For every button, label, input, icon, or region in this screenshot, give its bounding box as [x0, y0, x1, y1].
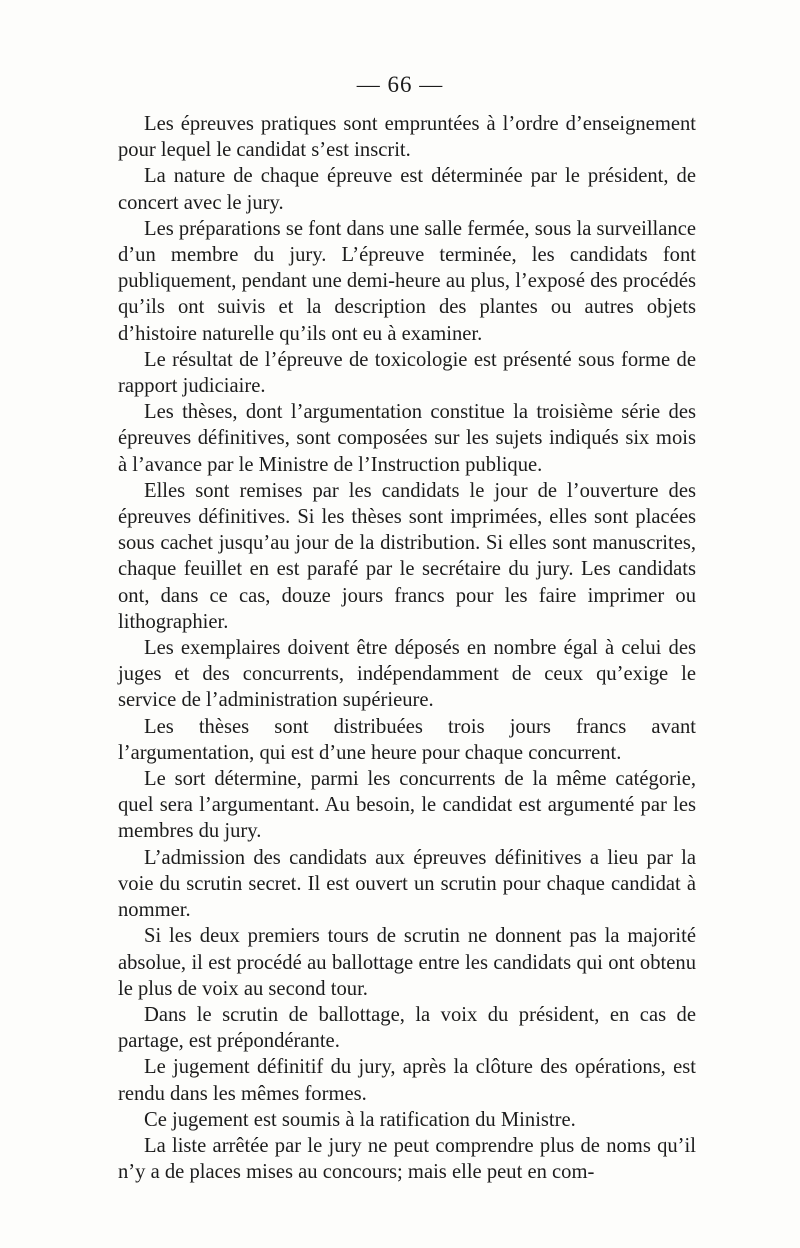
- paragraph-admission: L’admission des candidats aux épreuves définitives a lieu par la voie du scrutin secret. Il est ouvert un scrutin pour chaque candidat à nommer.: [118, 846, 696, 922]
- paragraph-draw: Le sort détermine, parmi les concurrents de la même catégorie, quel sera l’argumentant. Au besoin, le candidat est argumenté par les membres du jury.: [118, 768, 696, 843]
- paragraph-list: La liste arrêtée par le jury ne peut comprendre plus de noms qu’il n’y a de places mises au concours; mais elle peut en com-: [118, 1134, 696, 1184]
- paragraph-theses: Les thèses, dont l’argumentation constitue la troisième série des épreuves définitives, sont composées sur les sujets indiqués six mois à l’avance par le Ministre de l’Instruction publique.: [118, 401, 696, 476]
- paragraph-preparations: Les préparations se font dans une salle fermée, sous la surveillance d’un membre du jury. L’épreuve terminée, les candidats font publiquement, pendant une demi-heure au plus, l’exposé des procédés qu’ils ont suivis et la description des plantes ou autres objets d’histoire naturelle qu’ils ont eu à examiner.: [118, 217, 696, 345]
- paragraph-ballot: Si les deux premiers tours de scrutin ne donnent pas la majorité absolue, il est procédé au ballottage entre les candidats qui ont obtenu le plus de voix au second tour.: [118, 925, 696, 1000]
- paragraph-final-judgment: Le jugement définitif du jury, après la clôture des opérations, est rendu dans les mêmes formes.: [118, 1056, 696, 1105]
- paragraph-copies: Les exemplaires doivent être déposés en nombre égal à celui des juges et des concurrents, indépendamment de ceux qu’exige le service de l’administration supérieure.: [118, 637, 696, 712]
- paragraph-ratification: Ce jugement est soumis à la ratification du Ministre.: [144, 1108, 576, 1131]
- paragraph-theses-submission: Elles sont remises par les candidats le jour de l’ouverture des épreuves définitives. Si les thèses sont imprimées, elles sont placées sous cachet jusqu’au jour de la distribution. Si elles sont manuscrites, chaque feuillet en est parafé par le secrétaire du jury. Les candidats ont, dans ce cas, douze jours francs pour les faire imprimer ou lithographier.: [118, 479, 696, 633]
- paragraph-test-nature: La nature de chaque épreuve est déterminée par le président, de concert avec le jury.: [118, 165, 696, 214]
- paragraph-theses-distribution: Les thèses sont distribuées trois jours francs avant l’argumentation, qui est d’une heure pour chaque concurrent.: [118, 715, 696, 764]
- body-text: [118, 111, 696, 1185]
- paragraph-toxicology-result: Le résultat de l’épreuve de toxicologie est présenté sous forme de rapport judiciaire.: [118, 348, 696, 398]
- page-number: — 66 —: [356, 72, 444, 97]
- paragraph-ballot-tie: Dans le scrutin de ballottage, la voix du président, en cas de partage, est prépondérante.: [118, 1003, 696, 1053]
- paragraph-practical-tests: Les épreuves pratiques sont empruntées à l’ordre d’enseignement pour lequel le candidat s’est inscrit.: [118, 113, 696, 162]
